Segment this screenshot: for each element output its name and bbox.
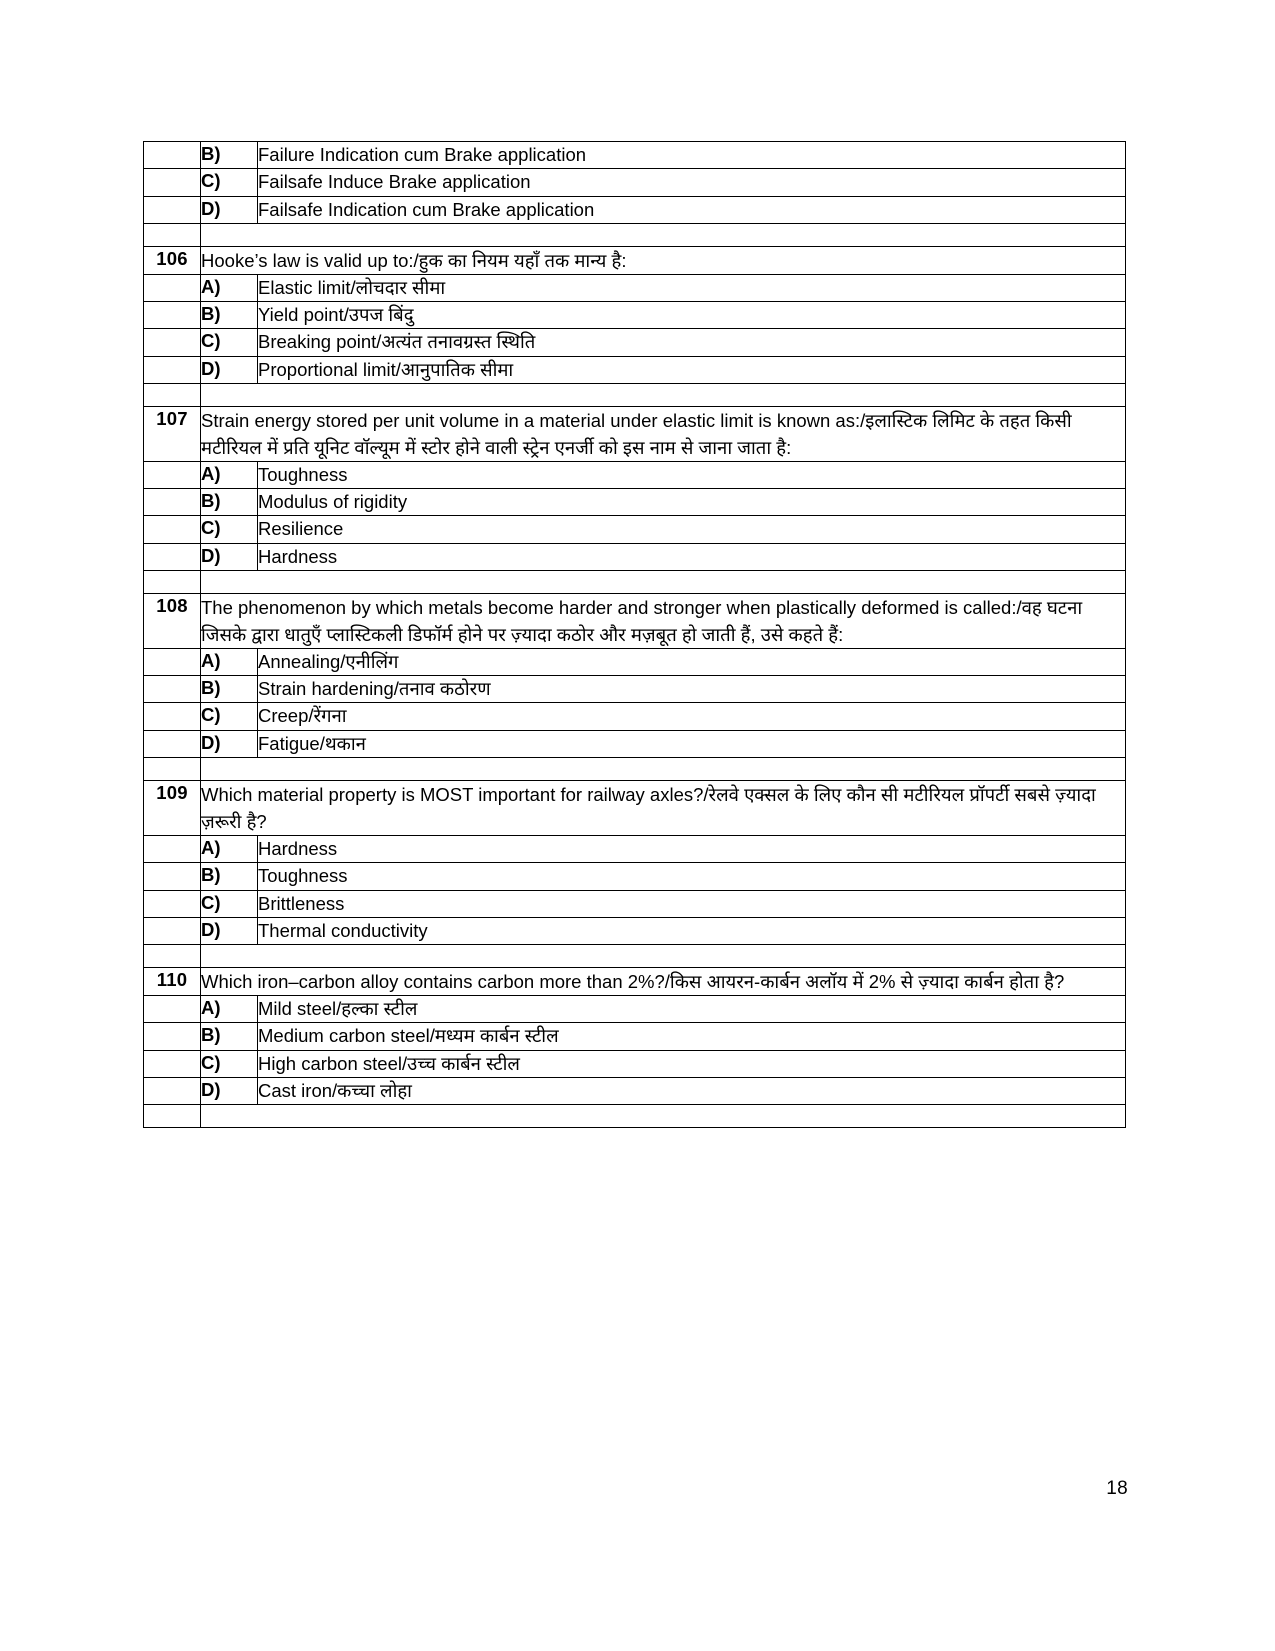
option-text: Failsafe Induce Brake application <box>258 169 1126 196</box>
option-label: B) <box>201 489 258 516</box>
row-gutter-cell <box>144 543 201 570</box>
option-label: A) <box>201 835 258 862</box>
option-text: Proportional limit/आनुपातिक सीमा <box>258 356 1126 383</box>
spacer-cell <box>201 945 1126 968</box>
row-gutter-cell <box>144 329 201 356</box>
option-text: Resilience <box>258 516 1126 543</box>
spacer-gutter-cell <box>144 570 201 593</box>
spacer-row <box>144 223 1126 246</box>
question-number: 106 <box>144 246 201 274</box>
row-gutter-cell <box>144 676 201 703</box>
table-row <box>144 835 1126 862</box>
option-text: Brittleness <box>258 890 1126 917</box>
row-gutter-cell <box>144 648 201 675</box>
table-row <box>144 196 1126 223</box>
spacer-gutter-cell <box>144 383 201 406</box>
table-row <box>144 648 1126 675</box>
option-text: Creep/रेंगना <box>258 703 1126 730</box>
question-number: 110 <box>144 968 201 996</box>
row-gutter-cell <box>144 196 201 223</box>
table-row <box>144 1023 1126 1050</box>
question-number: 108 <box>144 593 201 648</box>
spacer-row <box>144 570 1126 593</box>
option-text: Modulus of rigidity <box>258 489 1126 516</box>
table-row <box>144 302 1126 329</box>
table-row <box>144 917 1126 944</box>
option-label: A) <box>201 996 258 1023</box>
option-text: Failure Indication cum Brake application <box>258 142 1126 169</box>
row-gutter-cell <box>144 461 201 488</box>
option-label: B) <box>201 302 258 329</box>
spacer-gutter-cell <box>144 945 201 968</box>
row-gutter-cell <box>144 996 201 1023</box>
table-row <box>144 142 1126 169</box>
row-gutter-cell <box>144 863 201 890</box>
option-label: C) <box>201 890 258 917</box>
table-row <box>144 890 1126 917</box>
table-row <box>144 274 1126 301</box>
spacer-cell <box>201 223 1126 246</box>
table-row <box>144 489 1126 516</box>
spacer-gutter-cell <box>144 223 201 246</box>
option-label: B) <box>201 1023 258 1050</box>
page-number: 18 <box>1106 1478 1128 1499</box>
option-text: Thermal conductivity <box>258 917 1126 944</box>
option-text: Fatigue/थकान <box>258 730 1126 757</box>
question-sheet <box>143 141 1125 1128</box>
question-row <box>144 593 1126 648</box>
spacer-row <box>144 945 1126 968</box>
row-gutter-cell <box>144 730 201 757</box>
table-row <box>144 329 1126 356</box>
table-row <box>144 1050 1126 1077</box>
table-row <box>144 543 1126 570</box>
question-row <box>144 406 1126 461</box>
spacer-cell <box>201 757 1126 780</box>
option-text: Strain hardening/तनाव कठोरण <box>258 676 1126 703</box>
row-gutter-cell <box>144 1023 201 1050</box>
question-row <box>144 968 1126 996</box>
question-text: Hooke’s law is valid up to:/हुक का नियम यहाँ तक मान्य है: <box>201 246 1126 274</box>
question-text: Strain energy stored per unit volume in a material under elastic limit is known as:/इलास्टिक लिमिट के तहत किसी मटीरियल में प्रति यूनिट वॉल्यूम में स्टोर होने वाली स्ट्रेन एनर्जी को इस नाम से जाना जाता है: <box>201 406 1126 461</box>
spacer-row <box>144 1105 1126 1128</box>
table-row <box>144 676 1126 703</box>
option-text: Toughness <box>258 461 1126 488</box>
option-label: D) <box>201 1077 258 1104</box>
option-text: Annealing/एनीलिंग <box>258 648 1126 675</box>
table-row <box>144 1077 1126 1104</box>
spacer-gutter-cell <box>144 757 201 780</box>
option-label: D) <box>201 196 258 223</box>
row-gutter-cell <box>144 1077 201 1104</box>
spacer-cell <box>201 383 1126 406</box>
option-label: C) <box>201 329 258 356</box>
table-row <box>144 461 1126 488</box>
row-gutter-cell <box>144 516 201 543</box>
row-gutter-cell <box>144 489 201 516</box>
option-label: A) <box>201 648 258 675</box>
row-gutter-cell <box>144 356 201 383</box>
row-gutter-cell <box>144 835 201 862</box>
table-row <box>144 863 1126 890</box>
option-label: A) <box>201 461 258 488</box>
option-label: B) <box>201 676 258 703</box>
option-text: Toughness <box>258 863 1126 890</box>
table-row <box>144 169 1126 196</box>
option-label: B) <box>201 142 258 169</box>
option-text: Cast iron/कच्चा लोहा <box>258 1077 1126 1104</box>
row-gutter-cell <box>144 169 201 196</box>
option-label: C) <box>201 1050 258 1077</box>
question-row <box>144 780 1126 835</box>
question-text: The phenomenon by which metals become harder and stronger when plastically deformed is called:/वह घटना जिसके द्वारा धातुएँ प्लास्टिकली डिफॉर्म होने पर ज़्यादा कठोर और मज़बूत हो जाती हैं, उसे कहते हैं: <box>201 593 1126 648</box>
option-text: Medium carbon steel/मध्यम कार्बन स्टील <box>258 1023 1126 1050</box>
option-label: C) <box>201 703 258 730</box>
table-row <box>144 356 1126 383</box>
option-label: D) <box>201 917 258 944</box>
option-text: Failsafe Indication cum Brake application <box>258 196 1126 223</box>
option-text: Breaking point/अत्यंत तनावग्रस्त स्थिति <box>258 329 1126 356</box>
questions-table <box>143 141 1126 1128</box>
option-text: Yield point/उपज बिंदु <box>258 302 1126 329</box>
question-number: 107 <box>144 406 201 461</box>
question-text: Which material property is MOST important for railway axles?/रेलवे एक्सल के लिए कौन सी मटीरियल प्रॉपर्टी सबसे ज़्यादा ज़रूरी है? <box>201 780 1126 835</box>
option-label: D) <box>201 730 258 757</box>
spacer-row <box>144 757 1126 780</box>
spacer-row <box>144 383 1126 406</box>
option-label: C) <box>201 516 258 543</box>
spacer-cell <box>201 1105 1126 1128</box>
table-row <box>144 996 1126 1023</box>
row-gutter-cell <box>144 1050 201 1077</box>
option-label: D) <box>201 543 258 570</box>
table-row <box>144 703 1126 730</box>
option-label: A) <box>201 274 258 301</box>
spacer-gutter-cell <box>144 1105 201 1128</box>
question-row <box>144 246 1126 274</box>
spacer-cell <box>201 570 1126 593</box>
row-gutter-cell <box>144 703 201 730</box>
option-text: Mild steel/हल्का स्टील <box>258 996 1126 1023</box>
option-label: C) <box>201 169 258 196</box>
row-gutter-cell <box>144 917 201 944</box>
option-text: Hardness <box>258 543 1126 570</box>
option-label: B) <box>201 863 258 890</box>
table-row <box>144 730 1126 757</box>
row-gutter-cell <box>144 302 201 329</box>
row-gutter-cell <box>144 142 201 169</box>
question-text: Which iron–carbon alloy contains carbon more than 2%?/किस आयरन-कार्बन अलॉय में 2% से ज़्यादा कार्बन होता है? <box>201 968 1126 996</box>
option-text: Hardness <box>258 835 1126 862</box>
row-gutter-cell <box>144 890 201 917</box>
option-label: D) <box>201 356 258 383</box>
row-gutter-cell <box>144 274 201 301</box>
option-text: High carbon steel/उच्च कार्बन स्टील <box>258 1050 1126 1077</box>
table-row <box>144 516 1126 543</box>
option-text: Elastic limit/लोचदार सीमा <box>258 274 1126 301</box>
question-number: 109 <box>144 780 201 835</box>
